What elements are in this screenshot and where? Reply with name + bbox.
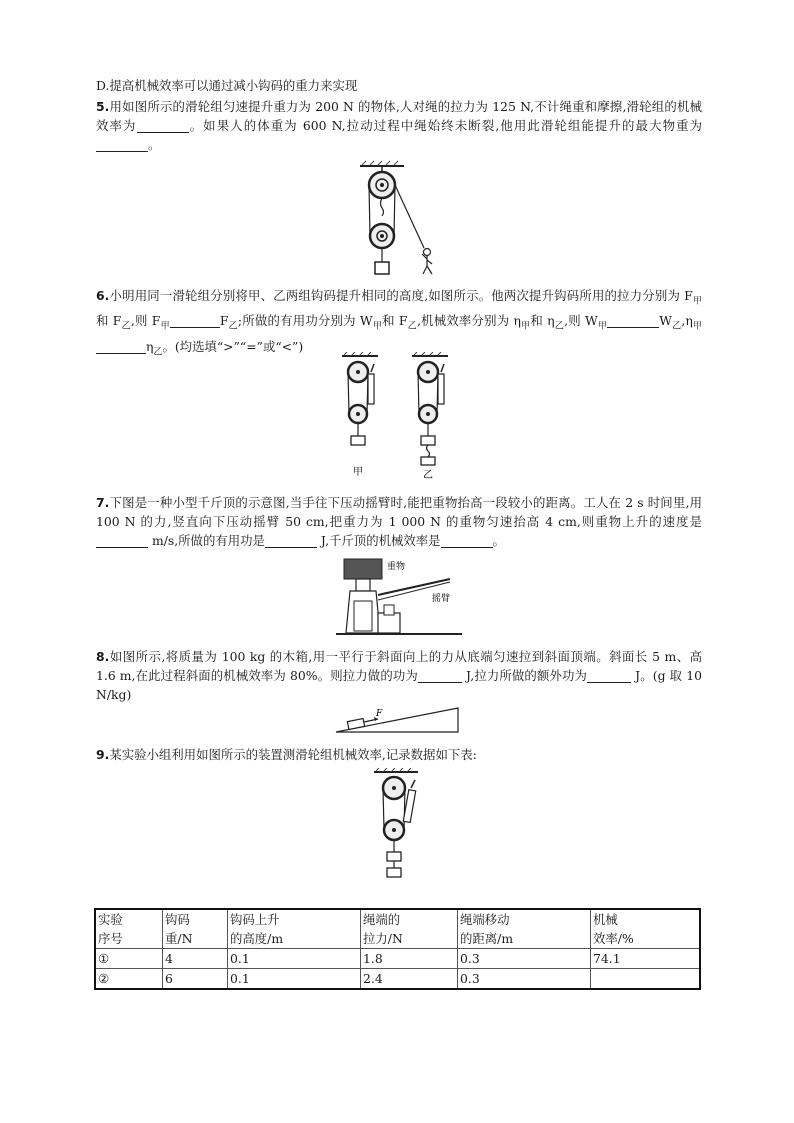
- question-number: 6.: [96, 288, 110, 303]
- question-text: 小明用同一滑轮组分别将甲、乙两组钩码提升相同的高度,如图所示。他两次提升钩码所用的拉力分别为 F: [109, 288, 693, 303]
- table-cell: 74.1: [591, 949, 701, 969]
- answer-blank[interactable]: [441, 533, 493, 548]
- question-text: 。: [492, 533, 505, 548]
- table-cell: 0.3: [458, 969, 591, 990]
- figure-label-arm: 摇臂: [432, 594, 451, 604]
- question-number: 7.: [96, 495, 110, 510]
- question-text: 用如图所示的滑轮组匀速提升重力为 200 N 的物体,人对绳的拉力为 125 N,不计绳重和摩擦,滑轮组的机械效率为: [96, 99, 702, 133]
- question-text: ,则 W: [564, 313, 598, 329]
- two-pulley-figure: [338, 352, 468, 482]
- table-row: [95, 969, 700, 990]
- question-text: ,则 F: [130, 313, 161, 329]
- subscript: 甲: [597, 321, 608, 332]
- subscript: 乙: [554, 321, 565, 332]
- figure-label-weight: 重物: [387, 562, 406, 572]
- answer-blank[interactable]: [265, 533, 317, 548]
- question-text: J,拉力所做的额外功为: [461, 668, 588, 683]
- table-header-cell: 实验 序号: [95, 909, 163, 949]
- question-text: 。(均选填“>”“=”或“<”): [162, 338, 304, 354]
- question-text: 如图所示,将质量为 100 kg 的木箱,用一平行于斜面向上的力从底端匀速拉到斜面顶端。斜面长 5 m、高 1.6 m,在此过程斜面的机械效率为 80%。则拉力做的功为: [96, 649, 702, 683]
- table-cell: 0.1: [228, 949, 361, 969]
- question-text: J,千斤顶的机械效率是: [316, 533, 441, 548]
- question-number: 8.: [96, 649, 110, 664]
- table-cell: 6: [163, 969, 228, 990]
- question-7: [96, 493, 702, 550]
- subscript: 乙: [121, 321, 131, 332]
- option-d: D.提高机械效率可以通过减小钩码的重力来实现: [96, 78, 358, 93]
- pulley-experiment-figure: [368, 768, 428, 882]
- question-text: ,机械效率分别为 η: [416, 313, 521, 329]
- answer-blank[interactable]: [170, 313, 220, 328]
- question-text: 某实验小组利用如图所示的装置测滑轮组机械效率,记录数据如下表:: [109, 747, 477, 762]
- subscript: 甲: [372, 321, 383, 332]
- answer-blank[interactable]: [96, 339, 146, 354]
- question-6: 6.小明用同一滑轮组分别将甲、乙两组钩码提升相同的高度,如图所示。他两次提升钩码所用的拉力分别为 $F_甲$和 $F_乙$,则 $F_甲$ $F_乙$;所做的有用功分别为 $W_甲$和 $F_乙$,机械效率分别为 $\eta_甲$和 $\eta_乙$,则 $W_甲$ $W_乙,\eta_甲\eta_乙$。(均选填“>”“=”或“<”): [96, 288, 702, 358]
- answer-blank[interactable]: [137, 118, 189, 133]
- answer-blank[interactable]: [96, 533, 148, 548]
- subscript: 乙: [671, 321, 682, 332]
- pulley-set-yi: [412, 352, 448, 481]
- incline-figure: [334, 704, 464, 734]
- force-label: F: [376, 709, 383, 719]
- subscript: 甲: [160, 321, 170, 332]
- table-cell: 2.4: [361, 969, 458, 990]
- question-5: [96, 97, 702, 154]
- subscript: 甲: [692, 321, 702, 332]
- table-header-cell: 钩码上升 的高度/m: [228, 909, 361, 949]
- table-cell: 1.8: [361, 949, 458, 969]
- figure-label-yi: 乙: [423, 470, 433, 481]
- subscript: 乙: [153, 347, 163, 358]
- jack-figure: [332, 555, 472, 640]
- table-cell: 0.3: [458, 949, 591, 969]
- table-cell: ①: [95, 949, 163, 969]
- answer-blank[interactable]: [418, 668, 462, 683]
- subscript: 乙: [228, 321, 238, 332]
- table-cell[interactable]: [591, 969, 701, 990]
- answer-blank[interactable]: [96, 137, 148, 152]
- question-9: [96, 745, 702, 764]
- question-text: 和 F: [382, 313, 408, 329]
- pulley-person-figure: [352, 160, 442, 278]
- table-cell: 4: [163, 949, 228, 969]
- answer-blank[interactable]: [607, 313, 659, 328]
- pulley-set-jia: [342, 352, 378, 478]
- question-text: J。(g 取 10 N/kg): [96, 668, 702, 702]
- subscript: 甲: [692, 296, 702, 307]
- table-row: [95, 949, 700, 969]
- question-text: ;所做的有用功分别为 W: [237, 313, 373, 329]
- subscript: 乙: [407, 321, 417, 332]
- question-text: 下图是一种小型千斤顶的示意图,当手往下压动摇臂时,能把重物抬高一段较小的距离。工人在 2 s 时间里,用 100 N 的力,竖直向下压动摇臂 50 cm,把重力为 1 000 N 的重物匀速抬高 4 cm,则重物上升的速度是: [96, 495, 702, 529]
- table-header-cell: 绳端移动 的距离/m: [458, 909, 591, 949]
- question-text: 和 F: [96, 313, 122, 329]
- answer-blank[interactable]: [587, 668, 631, 683]
- table-header-cell: 绳端的 拉力/N: [361, 909, 458, 949]
- question-8: [96, 647, 702, 704]
- question-number: 5.: [96, 99, 110, 114]
- question-text: m/s,所做的有用功是: [148, 533, 265, 548]
- question-number: 9.: [96, 747, 110, 762]
- question-text: 。如果人的体重为 600 N,拉动过程中绳始终未断裂,他用此滑轮组能提升的最大物重为: [188, 118, 703, 133]
- table-header-cell: 机械 效率/%: [591, 909, 701, 949]
- table-header-cell: 钩码 重/N: [163, 909, 228, 949]
- subscript: 甲: [520, 321, 531, 332]
- figure-label-jia: 甲: [353, 467, 363, 478]
- table-cell: ②: [95, 969, 163, 990]
- question-text: 。: [148, 137, 161, 152]
- question-text: ,η: [681, 313, 693, 329]
- table-header-row: [95, 909, 700, 949]
- data-table: [94, 908, 701, 990]
- table-cell: 0.1: [228, 969, 361, 990]
